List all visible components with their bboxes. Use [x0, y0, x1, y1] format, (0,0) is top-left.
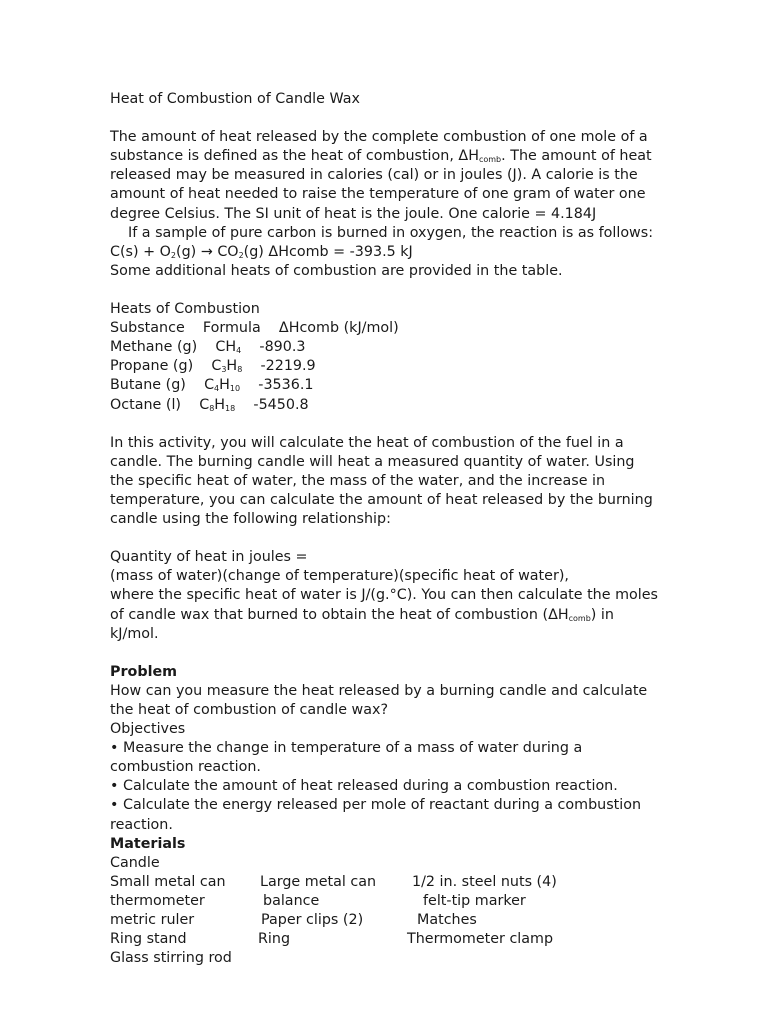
text-line: substance is defined as the heat of combustion, ΔHcomb. The amount of heat — [110, 148, 652, 165]
materials-row — [110, 892, 670, 911]
section-heading-materials: Materials — [110, 835, 186, 852]
material-item: Candle — [110, 854, 160, 871]
materials-row — [110, 911, 670, 930]
table-row: Butane (g) C4H10 -3536.1 — [110, 377, 314, 394]
page-title: Heat of Combustion of Candle Wax — [110, 91, 360, 107]
document-body — [110, 90, 670, 968]
text-line: the specific heat of water, the mass of the water, and the increase in — [110, 472, 606, 489]
material-item: balance — [263, 892, 320, 909]
text-line: Some additional heats of combustion are provided in the table. — [110, 262, 563, 279]
list-item: • Measure the change in temperature of a mass of water during a — [110, 740, 583, 757]
section-heading-problem: Problem — [110, 663, 178, 680]
text-line: How can you measure the heat released by a burning candle and calculate — [110, 682, 648, 699]
text-line: candle using the following relationship: — [110, 511, 391, 528]
material-item: Matches — [417, 912, 477, 929]
section-heading-objectives: Objectives — [110, 721, 186, 738]
material-item: metric ruler — [110, 912, 195, 929]
material-item: felt-tip marker — [423, 892, 526, 909]
material-item: Thermometer clamp — [407, 931, 554, 948]
objectives-section — [110, 720, 670, 835]
text-line: released may be measured in calories (cal) or in joules (J). A calorie is the — [110, 167, 638, 184]
materials-row — [110, 873, 670, 892]
activity-paragraph — [110, 434, 670, 529]
text-line: Quantity of heat in joules = — [110, 549, 308, 566]
material-item: thermometer — [110, 892, 205, 909]
text-line: amount of heat needed to raise the temperature of one gram of water one — [110, 186, 646, 203]
text-line: candle. The burning candle will heat a measured quantity of water. Using — [110, 453, 635, 470]
list-item: combustion reaction. — [110, 759, 261, 776]
material-item: Large metal can — [260, 873, 377, 890]
table-header: Substance Formula ΔHcomb (kJ/mol) — [110, 320, 399, 337]
formula-paragraph — [110, 548, 670, 643]
material-item: Glass stirring rod — [110, 950, 232, 967]
text-line: the heat of combustion of candle wax? — [110, 702, 389, 718]
text-line: where the specific heat of water is J/(g.°C). You can then calculate the moles — [110, 587, 658, 604]
text-line: (mass of water)(change of temperature)(specific heat of water), — [110, 568, 569, 585]
text-line: temperature, you can calculate the amount of heat released by the burning — [110, 491, 653, 508]
table-caption: Heats of Combustion — [110, 301, 260, 318]
list-item: • Calculate the energy released per mole of reactant during a combustion — [110, 797, 642, 814]
materials-row — [110, 930, 670, 949]
material-item: Paper clips (2) — [261, 912, 364, 929]
material-item: Ring stand — [110, 931, 187, 948]
material-item: Ring — [258, 931, 291, 948]
problem-section — [110, 663, 670, 720]
text-line: The amount of heat released by the complete combustion of one mole of a — [110, 129, 648, 146]
table-row: Propane (g) C3H8 -2219.9 — [110, 358, 316, 375]
list-item: reaction. — [110, 816, 173, 833]
text-line: In this activity, you will calculate the heat of combustion of the fuel in a — [110, 434, 624, 451]
heats-table — [110, 300, 670, 415]
text-line: kJ/mol. — [110, 625, 159, 642]
intro-paragraph — [110, 128, 670, 281]
list-item: • Calculate the amount of heat released during a combustion reaction. — [110, 778, 618, 795]
table-row: Methane (g) CH4 -890.3 — [110, 339, 306, 356]
reaction-equation: C(s) + O2(g) → CO2(g) ΔHcomb = -393.5 kJ — [110, 243, 413, 260]
text-line: of candle wax that burned to obtain the heat of combustion (ΔHcomb) in — [110, 606, 614, 623]
materials-section — [110, 835, 670, 969]
material-item: Small metal can — [110, 873, 226, 890]
table-row: Octane (l) C8H18 -5450.8 — [110, 396, 309, 413]
material-item: 1/2 in. steel nuts (4) — [412, 873, 557, 890]
text-line: degree Celsius. The SI unit of heat is the joule. One calorie = 4.184J — [110, 205, 597, 222]
text-line: If a sample of pure carbon is burned in oxygen, the reaction is as follows: — [128, 224, 654, 241]
